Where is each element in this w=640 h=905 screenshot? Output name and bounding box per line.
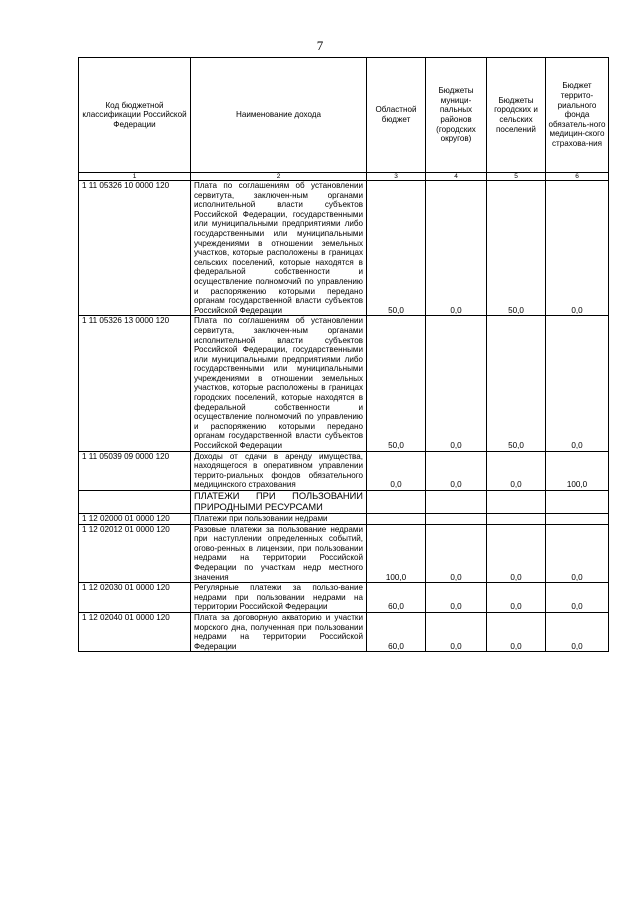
row-code: 1 12 02030 01 0000 120 bbox=[79, 583, 191, 613]
row-value-regional: 0,0 bbox=[367, 451, 426, 490]
row-value-fund: 0,0 bbox=[546, 524, 609, 583]
row-value-fund: 0,0 bbox=[546, 612, 609, 651]
row-value-settlements bbox=[487, 491, 546, 514]
row-value-settlements: 0,0 bbox=[487, 524, 546, 583]
header-row bbox=[79, 58, 609, 173]
row-value-regional: 60,0 bbox=[367, 583, 426, 613]
row-value-fund: 0,0 bbox=[546, 316, 609, 451]
row-value-municipal: 0,0 bbox=[426, 583, 487, 613]
column-number: 6 bbox=[546, 173, 609, 181]
column-number: 4 bbox=[426, 173, 487, 181]
row-value-settlements: 0,0 bbox=[487, 612, 546, 651]
row-value-municipal: 0,0 bbox=[426, 612, 487, 651]
row-value-municipal: 0,0 bbox=[426, 451, 487, 490]
column-number: 3 bbox=[367, 173, 426, 181]
row-name: Регулярные платежи за пользо-вание недрами при пользовании недрами на территории Российской Федерации bbox=[191, 583, 367, 613]
header-name: Наименование дохода bbox=[191, 58, 367, 173]
row-code: 1 12 02012 01 0000 120 bbox=[79, 524, 191, 583]
row-value-regional bbox=[367, 514, 426, 525]
row-name: Разовые платежи за пользование недрами при наступлении определенных событий, огово-ренных в лицензии, при пользовании недрами на территории Российской Федерации по участкам недр местного значения bbox=[191, 524, 367, 583]
revenue-table bbox=[78, 57, 609, 652]
row-name: Плата за договорную акваторию и участки морского дна, полученная при пользовании недрами на территории Российской Федерации bbox=[191, 612, 367, 651]
table-row bbox=[79, 514, 609, 525]
row-code: 1 12 02000 01 0000 120 bbox=[79, 514, 191, 525]
table-row bbox=[79, 181, 609, 316]
header-settlements: Бюджеты городских и сельских поселений bbox=[487, 58, 546, 173]
row-name: Плата по соглашениям об установлении сервитута, заключен-ным органами исполнительной власти субъектов Российской Федерации, государственными или муниципальными предприятиями либо государственными или муниципальными учреждениями в отношении земельных участков, которые расположены в границах городских поселений, которые находятся в федеральной собственности и осуществление полномочий по управлению и распоряжению которыми передано органам государственной власти субъектов Российской Федерации bbox=[191, 316, 367, 451]
row-value-municipal: 0,0 bbox=[426, 181, 487, 316]
section-heading: ПЛАТЕЖИ ПРИ ПОЛЬЗОВАНИИ ПРИРОДНЫМИ РЕСУРСАМИ bbox=[191, 491, 367, 514]
row-name: Плата по соглашениям об установлении сервитута, заключен-ным органами исполнительной власти субъектов Российской Федерации, государственными или муниципальными предприятиями либо государственными или муниципальными учреждениями в отношении земельных участков, которые расположены в границах сельских поселений, которые находятся в федеральной собственности и осуществление полномочий по управлению и распоряжению которыми передано органам государственной власти субъектов Российской Федерации bbox=[191, 181, 367, 316]
table-row bbox=[79, 612, 609, 651]
row-value-settlements: 0,0 bbox=[487, 451, 546, 490]
header-regional-budget: Областной бюджет bbox=[367, 58, 426, 173]
section-heading-row bbox=[79, 491, 609, 514]
header-municipal-districts: Бюджеты муници-пальных районов (городских округов) bbox=[426, 58, 487, 173]
column-number-row bbox=[79, 173, 609, 181]
row-code: 1 11 05039 09 0000 120 bbox=[79, 451, 191, 490]
row-code: 1 12 02040 01 0000 120 bbox=[79, 612, 191, 651]
row-value-regional: 100,0 bbox=[367, 524, 426, 583]
row-value-settlements: 50,0 bbox=[487, 316, 546, 451]
row-value-settlements bbox=[487, 514, 546, 525]
row-value-municipal bbox=[426, 491, 487, 514]
row-value-municipal bbox=[426, 514, 487, 525]
table-row bbox=[79, 451, 609, 490]
row-value-settlements: 50,0 bbox=[487, 181, 546, 316]
row-value-fund bbox=[546, 491, 609, 514]
row-code: 1 11 05326 13 0000 120 bbox=[79, 316, 191, 451]
column-number: 1 bbox=[79, 173, 191, 181]
row-value-municipal: 0,0 bbox=[426, 316, 487, 451]
row-value-fund: 0,0 bbox=[546, 583, 609, 613]
header-code: Код бюджетной классификации Российской Федерации bbox=[79, 58, 191, 173]
row-value-settlements: 0,0 bbox=[487, 583, 546, 613]
row-value-fund bbox=[546, 514, 609, 525]
row-name: Платежи при пользовании недрами bbox=[191, 514, 367, 525]
row-name: Доходы от сдачи в аренду имущества, находящегося в оперативном управлении террито-риальных фондов обязательного медицинского страхования bbox=[191, 451, 367, 490]
column-number: 2 bbox=[191, 173, 367, 181]
row-value-regional: 50,0 bbox=[367, 181, 426, 316]
row-code: 1 11 05326 10 0000 120 bbox=[79, 181, 191, 316]
row-value-fund: 100,0 bbox=[546, 451, 609, 490]
page-number: 7 bbox=[316, 38, 324, 53]
row-value-regional: 50,0 bbox=[367, 316, 426, 451]
table-row bbox=[79, 524, 609, 583]
row-value-regional bbox=[367, 491, 426, 514]
row-code bbox=[79, 491, 191, 514]
row-value-municipal: 0,0 bbox=[426, 524, 487, 583]
header-medical-insurance-fund: Бюджет террито-риального фонда обязатель-ного медицин-ского страхова-ния bbox=[546, 58, 609, 173]
table-row bbox=[79, 316, 609, 451]
table-row bbox=[79, 583, 609, 613]
row-value-fund: 0,0 bbox=[546, 181, 609, 316]
row-value-regional: 60,0 bbox=[367, 612, 426, 651]
column-number: 5 bbox=[487, 173, 546, 181]
